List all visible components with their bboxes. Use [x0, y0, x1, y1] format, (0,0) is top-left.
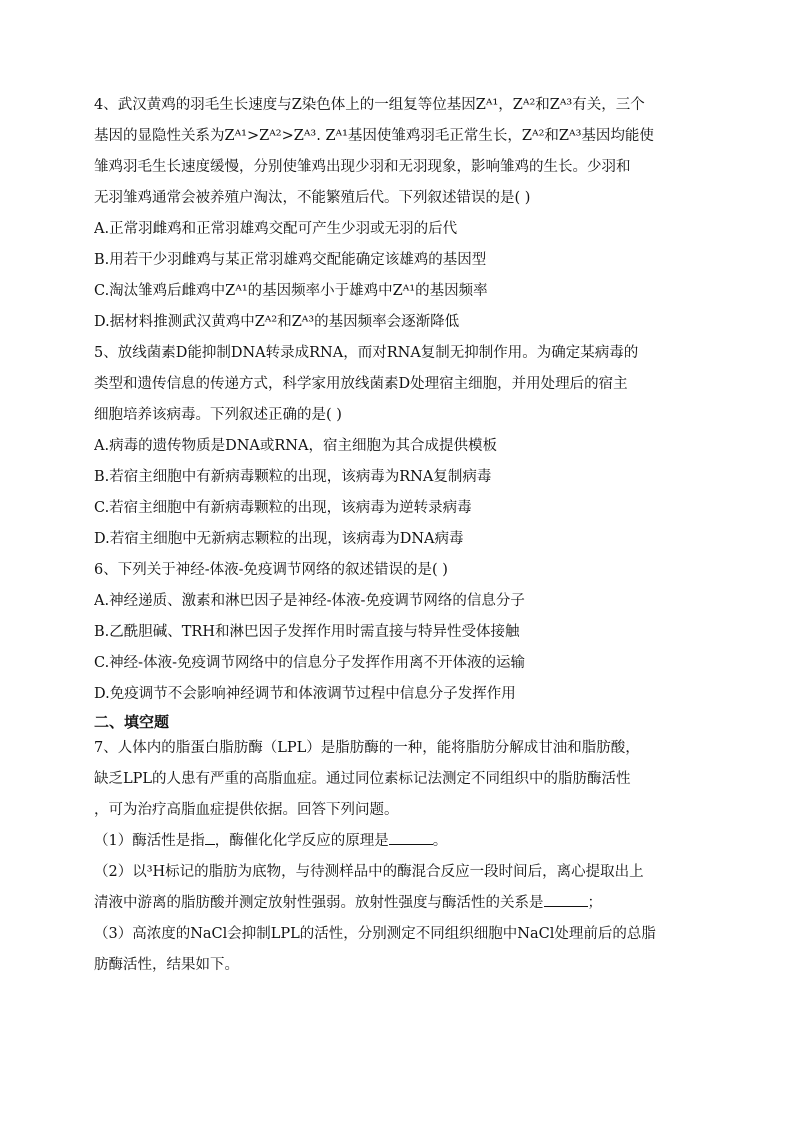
sub-1-text-a: （1）酶活性是指: [94, 833, 205, 849]
question-5-option-a: A.病毒的遗传物质是DNA或RNA，宿主细胞为其合成提供模板: [94, 438, 497, 454]
question-4-option-a: A.正常羽雌鸡和正常羽雄鸡交配可产生少羽或无羽的后代: [94, 221, 458, 237]
question-5-option-d: D.若宿主细胞中无新病志颗粒的出现，该病毒为DNA病毒: [94, 531, 464, 547]
question-5-stem-line-1: 5、放线菌素D能抑制DNA转录成RNA，而对RNA复制无抑制作用。为确定某病毒的: [94, 345, 639, 361]
section-title-fill-in: 二、填空题: [94, 713, 170, 731]
question-7-sub-2-line-2: [94, 888, 706, 919]
question-4-option-d: D.据材料推测武汉黄鸡中Zᴬ²和Zᴬ³的基因频率会逐渐降低: [94, 314, 460, 330]
question-4-option-c: C.淘汰雏鸡后雌鸡中Zᴬ¹的基因频率小于雄鸡中Zᴬ¹的基因频率: [94, 283, 488, 299]
sub-2-text-b: ；: [587, 895, 602, 911]
sub-1-text-c: 。: [432, 833, 448, 849]
question-5-stem-line-3: 细胞培养该病毒。下列叙述正确的是( ): [94, 407, 342, 423]
question-4: [94, 90, 706, 338]
question-4-option-b: B.用若干少羽雌鸡与某正常羽雄鸡交配能确定该雄鸡的基因型: [94, 252, 487, 268]
question-5-stem-line-2: 类型和遗传信息的传递方式，科学家用放线菌素D处理宿主细胞，并用处理后的宿主: [94, 376, 628, 392]
question-4-stem-line-2: 基因的显隐性关系为Zᴬ¹>Zᴬ²>Zᴬ³. Zᴬ¹基因使雏鸡羽毛正常生长，Zᴬ²和Zᴬ³基因均能使: [94, 128, 654, 144]
question-7-stem-line-2: 缺乏LPL的人患有严重的高脂血症。通过同位素标记法测定不同组织中的脂肪酶活性: [94, 771, 631, 787]
question-5-option-c: C.若宿主细胞中有新病毒颗粒的出现，该病毒为逆转录病毒: [94, 500, 472, 516]
sub-1-text-b: ，酶催化化学反应的原理是: [214, 833, 389, 849]
question-7-stem-line-3: ，可为治疗高脂血症提供依据。回答下列问题。: [94, 802, 399, 818]
question-6-stem-line-1: 6、下列关于神经-体液-免疫调节网络的叙述错误的是( ): [94, 562, 448, 578]
question-6-option-a: A.神经递质、激素和淋巴因子是神经-体液-免疫调节网络的信息分子: [94, 593, 525, 609]
question-6-option-d: D.免疫调节不会影响神经调节和体液调节过程中信息分子发挥作用: [94, 686, 516, 702]
question-5: [94, 338, 706, 555]
answer-blank-1[interactable]: [205, 828, 215, 845]
question-7-sub-3-line-2: 肪酶活性，结果如下。: [94, 957, 239, 973]
question-7-sub-3-line-1: （3）高浓度的NaCl会抑制LPL的活性，分别测定不同组织细胞中NaCl处理前后的总脂: [94, 926, 656, 942]
sub-2-text-a: 清液中游离的脂肪酸并测定放射性强弱。放射性强度与酶活性的关系是: [94, 895, 544, 911]
question-7-stem-line-1: 7、人体内的脂蛋白脂肪酶（LPL）是脂肪酶的一种，能将脂肪分解成甘油和脂肪酸，: [94, 740, 640, 756]
question-7-sub-2-line-1: （2）以³H标记的脂肪为底物，与待测样品中的酶混合反应一段时间后，离心提取出上: [94, 864, 644, 880]
question-4-stem-line-1: 4、武汉黄鸡的羽毛生长速度与Z染色体上的一组复等位基因Zᴬ¹，Zᴬ²和Zᴬ³有关，三个: [94, 97, 645, 113]
question-7-sub-1: [94, 826, 706, 857]
question-6: [94, 555, 706, 710]
document-page: [94, 90, 706, 981]
question-4-stem-line-4: 无羽雏鸡通常会被养殖户淘汰，不能繁殖后代。下列叙述错误的是( ): [94, 190, 531, 206]
question-5-option-b: B.若宿主细胞中有新病毒颗粒的出现，该病毒为RNA复制病毒: [94, 469, 492, 485]
question-6-option-c: C.神经-体液-免疫调节网络中的信息分子发挥作用离不开体液的运输: [94, 655, 525, 671]
answer-blank-3[interactable]: [544, 890, 588, 907]
question-6-option-b: B.乙酰胆碱、TRH和淋巴因子发挥作用时需直接与特异性受体接触: [94, 624, 520, 640]
question-4-stem-line-3: 雏鸡羽毛生长速度缓慢，分别使雏鸡出现少羽和无羽现象，影响雏鸡的生长。少羽和: [94, 159, 631, 175]
question-7: [94, 733, 706, 981]
answer-blank-2[interactable]: [389, 828, 433, 845]
